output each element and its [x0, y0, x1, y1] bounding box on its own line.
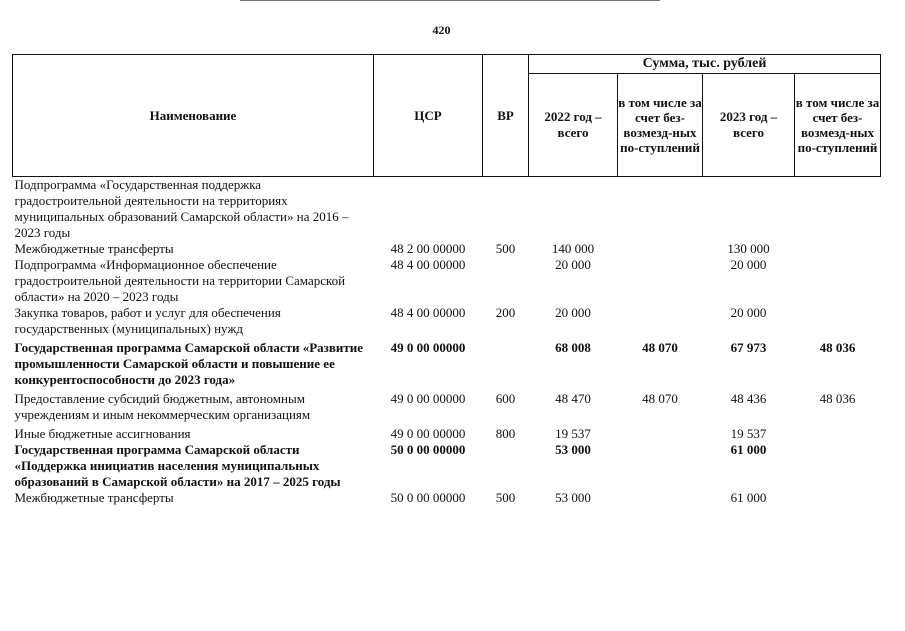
header-2022-gratuitous: в том числе за счет без-возмезд-ных по-ступлений — [618, 74, 703, 177]
row-sum-2022: 19 537 — [555, 426, 591, 441]
row-sum-2022 — [529, 177, 618, 242]
row-vr: 200 — [495, 305, 516, 320]
row-sum-2022: 53 000 — [555, 490, 591, 505]
row-sum-2023: 20 000 — [730, 257, 767, 272]
row-csr: 49 0 00 00000 — [390, 391, 466, 406]
row-sum-2022: 48 470 — [555, 391, 591, 406]
row-csr: 48 4 00 00000 — [390, 305, 466, 320]
header-2023-total: 2023 год – всего — [703, 74, 795, 177]
row-vr — [483, 442, 529, 490]
row-name: Подпрограмма «Информационное обеспечение градостроительной деятельности на территории Самарской области» на 2020 – 2023 годы — [14, 257, 346, 304]
row-csr: 48 4 00 00000 — [390, 257, 466, 272]
table-row — [13, 257, 881, 305]
row-sum-2023 — [703, 177, 795, 242]
row-sum-2023: 20 000 — [730, 305, 767, 320]
row-name: Межбюджетные трансферты — [14, 241, 174, 256]
row-free-2023 — [795, 442, 881, 490]
row-sum-2023: 130 000 — [727, 241, 770, 256]
table-row — [13, 490, 881, 506]
row-free-2023: 48 036 — [819, 340, 856, 355]
top-rule — [240, 0, 660, 1]
row-sum-2023: 48 436 — [730, 391, 767, 406]
row-free-2022 — [618, 423, 703, 442]
row-csr: 49 0 00 00000 — [390, 426, 466, 441]
row-csr — [374, 177, 483, 242]
page-number: 420 — [432, 23, 451, 37]
row-vr — [483, 257, 529, 305]
row-free-2023 — [795, 241, 881, 257]
table-row — [13, 337, 881, 388]
table-row — [13, 388, 881, 423]
row-csr: 50 0 00 00000 — [390, 490, 466, 505]
row-free-2023 — [795, 490, 881, 506]
row-free-2022 — [618, 241, 703, 257]
row-free-2022 — [618, 442, 703, 490]
row-vr — [483, 177, 529, 242]
row-name: Предоставление субсидий бюджетным, автономным учреждениям и иным некоммерческим организациям — [14, 391, 311, 422]
row-sum-2022: 53 000 — [555, 442, 591, 457]
row-csr: 48 2 00 00000 — [390, 241, 466, 256]
budget-table — [12, 54, 881, 506]
row-free-2022: 48 070 — [642, 391, 678, 406]
row-vr: 600 — [495, 391, 516, 406]
row-free-2022 — [618, 305, 703, 337]
row-free-2023 — [795, 305, 881, 337]
row-csr: 49 0 00 00000 — [390, 340, 466, 355]
row-free-2022: 48 070 — [642, 340, 678, 355]
row-free-2022 — [618, 257, 703, 305]
row-name: Закупка товаров, работ и услуг для обеспечения государственных (муниципальных) нужд — [14, 305, 281, 336]
header-2022-total: 2022 год – всего — [529, 74, 618, 177]
row-name: Государственная программа Самарской области «Развитие промышленности Самарской области и повышение ее конкурентоспособности до 2023 года» — [14, 340, 364, 387]
row-vr: 500 — [495, 490, 516, 505]
table-row — [13, 305, 881, 337]
row-sum-2022: 140 000 — [551, 241, 595, 256]
header-vr: ВР — [483, 55, 529, 177]
row-sum-2023: 19 537 — [730, 426, 767, 441]
row-free-2023 — [795, 423, 881, 442]
header-csr: ЦСР — [374, 55, 483, 177]
row-vr: 800 — [495, 426, 516, 441]
row-sum-2023: 67 973 — [730, 340, 767, 355]
table-row — [13, 423, 881, 442]
row-sum-2022: 20 000 — [555, 305, 591, 320]
row-free-2022 — [618, 177, 703, 242]
row-free-2023: 48 036 — [819, 391, 856, 406]
row-free-2023 — [795, 257, 881, 305]
row-sum-2023: 61 000 — [730, 490, 767, 505]
header-name: Наименование — [13, 55, 374, 177]
table-row — [13, 177, 881, 242]
table-row — [13, 442, 881, 490]
row-name: Иные бюджетные ассигнования — [14, 426, 191, 441]
table-row — [13, 241, 881, 257]
header-2023-gratuitous: в том числе за счет без-возмезд-ных по-ступлений — [795, 74, 881, 177]
row-sum-2023: 61 000 — [730, 442, 767, 457]
row-free-2022 — [618, 490, 703, 506]
row-csr: 50 0 00 00000 — [390, 442, 466, 457]
row-name: Подпрограмма «Государственная поддержка градостроительной деятельности на территориях муниципальных образований Самарской области» на 2016 – 2023 годы — [14, 177, 349, 240]
row-name: Межбюджетные трансферты — [14, 490, 174, 505]
row-name: Государственная программа Самарской области «Поддержка инициатив населения муниципальных образований в Самарской области» на 2017 – 2025 годы — [14, 442, 341, 489]
row-vr — [483, 337, 529, 388]
header-sum-group: Сумма, тыс. рублей — [529, 55, 881, 74]
row-free-2023 — [795, 177, 881, 242]
row-vr: 500 — [495, 241, 516, 256]
row-sum-2022: 20 000 — [555, 257, 591, 272]
row-sum-2022: 68 008 — [555, 340, 591, 355]
